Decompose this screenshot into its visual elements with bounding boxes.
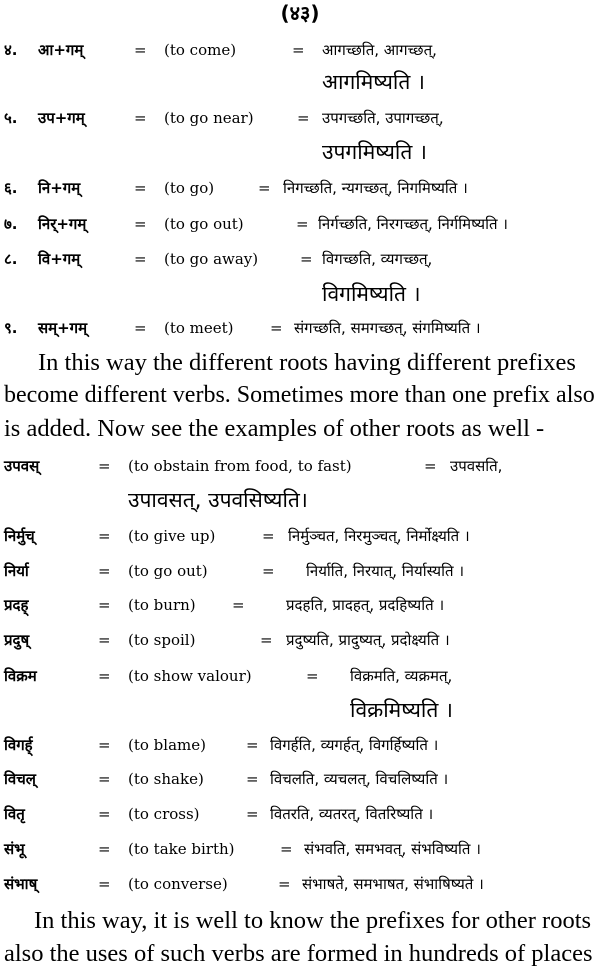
- meaning: (to meet): [164, 319, 234, 337]
- verb-forms: निर्याति, निरयात्, निर्यास्यति ।: [306, 562, 465, 580]
- example-number: ८.: [4, 250, 18, 268]
- equals-sign: =: [260, 631, 273, 649]
- explanation-paragraph: [4, 346, 596, 445]
- meaning: (to go out): [164, 215, 244, 233]
- root-word: उप+गम्: [38, 109, 85, 127]
- root-word: विगर्ह्: [4, 736, 33, 754]
- paragraph-line: is added. Now see the examples of other roots as well -: [4, 415, 545, 442]
- equals-sign: =: [98, 875, 111, 893]
- root-row: [0, 833, 600, 865]
- equals-sign: =: [98, 840, 111, 858]
- equals-sign: =: [424, 457, 437, 475]
- equals-sign: =: [98, 631, 111, 649]
- equals-sign: =: [134, 41, 147, 59]
- verb-forms: निर्मुञ्चत, निरमुञ्चत्, निर्मोक्ष्यति ।: [288, 527, 470, 545]
- root-row: [0, 660, 600, 692]
- verb-forms: निगच्छति, न्यगच्छत्, निगमिष्यति ।: [283, 179, 468, 197]
- equals-sign: =: [297, 109, 310, 127]
- verb-forms: प्रदहति, प्रादहत्, प्रदहिष्यति ।: [286, 596, 445, 614]
- equals-sign: =: [246, 805, 259, 823]
- root-word: विचल्: [4, 770, 36, 788]
- equals-sign: =: [278, 875, 291, 893]
- root-word: आ+गम्: [38, 41, 84, 59]
- example-row: [0, 208, 600, 240]
- equals-sign: =: [280, 840, 293, 858]
- example-row: [0, 172, 600, 204]
- example-number: ५.: [4, 109, 18, 127]
- equals-sign: =: [270, 319, 283, 337]
- meaning: (to burn): [128, 596, 196, 614]
- equals-sign: =: [232, 596, 245, 614]
- meaning: (to cross): [128, 805, 200, 823]
- root-word: प्रदुष्: [4, 631, 30, 649]
- equals-sign: =: [134, 250, 147, 268]
- root-word: निर्मुच्: [4, 527, 35, 545]
- meaning: (to take birth): [128, 840, 235, 858]
- meaning: (to spoil): [128, 631, 196, 649]
- root-word: संभाष्: [4, 875, 38, 893]
- verb-forms-continued: उपावसत्, उपवसिष्यति।: [128, 488, 308, 512]
- root-row: [0, 624, 600, 656]
- verb-forms: संभाषते, समभाषत, संभाषिष्यते ।: [302, 875, 484, 893]
- paragraph-line: In this way, it is well to know the prefixes for other roots: [34, 907, 592, 934]
- verb-forms: वितरति, व्यतरत्, वितरिष्यति ।: [270, 805, 434, 823]
- meaning: (to give up): [128, 527, 216, 545]
- root-word: निर्+गम्: [38, 215, 87, 233]
- verb-forms: विक्रमति, व्यक्रमत्,: [350, 667, 453, 685]
- root-word: सम्+गम्: [38, 319, 88, 337]
- verb-forms-continued: उपगमिष्यति ।: [322, 140, 427, 164]
- equals-sign: =: [98, 667, 111, 685]
- equals-sign: =: [246, 770, 259, 788]
- equals-sign: =: [134, 215, 147, 233]
- example-number: ९.: [4, 319, 18, 337]
- example-row: [0, 102, 600, 134]
- verb-forms: संगच्छति, समगच्छत्, संगमिष्यति ।: [294, 319, 481, 337]
- verb-forms: निर्गच्छति, निरगच्छत्, निर्गमिष्यति ।: [318, 215, 508, 233]
- example-row: [0, 312, 600, 344]
- verb-forms: विचलति, व्यचलत्, विचलिष्यति ।: [270, 770, 449, 788]
- verb-forms: आगच्छति, आगच्छत्,: [322, 41, 437, 59]
- root-word: संभू: [4, 840, 25, 858]
- paragraph-line: also the uses of such verbs are formed in hundreds of places: [4, 940, 593, 967]
- equals-sign: =: [98, 770, 111, 788]
- verb-forms-continued: आगमिष्यति ।: [322, 70, 425, 94]
- equals-sign: =: [98, 527, 111, 545]
- equals-sign: =: [98, 596, 111, 614]
- equals-sign: =: [98, 562, 111, 580]
- equals-sign: =: [306, 667, 319, 685]
- closing-paragraph: [4, 904, 596, 970]
- equals-sign: =: [246, 736, 259, 754]
- root-row: [0, 763, 600, 795]
- example-number: ६.: [4, 179, 18, 197]
- equals-sign: =: [98, 805, 111, 823]
- example-number: ४.: [4, 41, 18, 59]
- meaning: (to go near): [164, 109, 254, 127]
- root-row: [0, 555, 600, 587]
- verb-forms: संभवति, समभवत्, संभविष्यति ।: [304, 840, 481, 858]
- meaning: (to converse): [128, 875, 228, 893]
- root-word: प्रदह्: [4, 596, 29, 614]
- equals-sign: =: [292, 41, 305, 59]
- verb-forms: विगर्हति, व्यगर्हत्, विगर्हिष्यति ।: [270, 736, 439, 754]
- paragraph-line: become different verbs. Sometimes more than one prefix also: [4, 382, 595, 408]
- root-word: निर्या: [4, 562, 29, 580]
- paragraph-line: In this way the different roots having different prefixes: [38, 349, 576, 376]
- root-row: [0, 520, 600, 552]
- root-row: [0, 798, 600, 830]
- equals-sign: =: [98, 457, 111, 475]
- meaning: (to obstain from food, to fast): [128, 457, 352, 475]
- equals-sign: =: [134, 109, 147, 127]
- equals-sign: =: [134, 319, 147, 337]
- verb-forms-continued: विक्रमिष्यति ।: [350, 698, 453, 722]
- example-number: ७.: [4, 215, 18, 233]
- verb-forms: विगच्छति, व्यगच्छत्,: [322, 250, 433, 268]
- meaning: (to show valour): [128, 667, 252, 685]
- equals-sign: =: [98, 736, 111, 754]
- equals-sign: =: [262, 527, 275, 545]
- verb-forms-continued: विगमिष्यति ।: [322, 282, 421, 306]
- example-row: [0, 243, 600, 275]
- page-number: (४३): [280, 1, 320, 25]
- root-row: [0, 589, 600, 621]
- example-row: [0, 34, 600, 66]
- meaning: (to shake): [128, 770, 204, 788]
- equals-sign: =: [296, 215, 309, 233]
- equals-sign: =: [258, 179, 271, 197]
- verb-forms: उपवसति,: [450, 457, 503, 475]
- root-word: उपवस्: [4, 457, 40, 475]
- verb-forms: प्रदुष्यति, प्रादुष्यत्, प्रदोक्ष्यति ।: [286, 631, 450, 649]
- root-row: [0, 450, 600, 482]
- root-word: वि+गम्: [38, 250, 81, 268]
- meaning: (to go out): [128, 562, 208, 580]
- root-word: नि+गम्: [38, 179, 81, 197]
- root-row: [0, 729, 600, 761]
- verb-forms: उपगच्छति, उपागच्छत्,: [322, 109, 444, 127]
- root-row: [0, 868, 600, 900]
- root-word: वितृ: [4, 805, 25, 823]
- meaning: (to go): [164, 179, 215, 197]
- meaning: (to come): [164, 41, 237, 59]
- equals-sign: =: [262, 562, 275, 580]
- equals-sign: =: [300, 250, 313, 268]
- equals-sign: =: [134, 179, 147, 197]
- root-word: विक्रम: [4, 667, 37, 685]
- meaning: (to blame): [128, 736, 206, 754]
- meaning: (to go away): [164, 250, 259, 268]
